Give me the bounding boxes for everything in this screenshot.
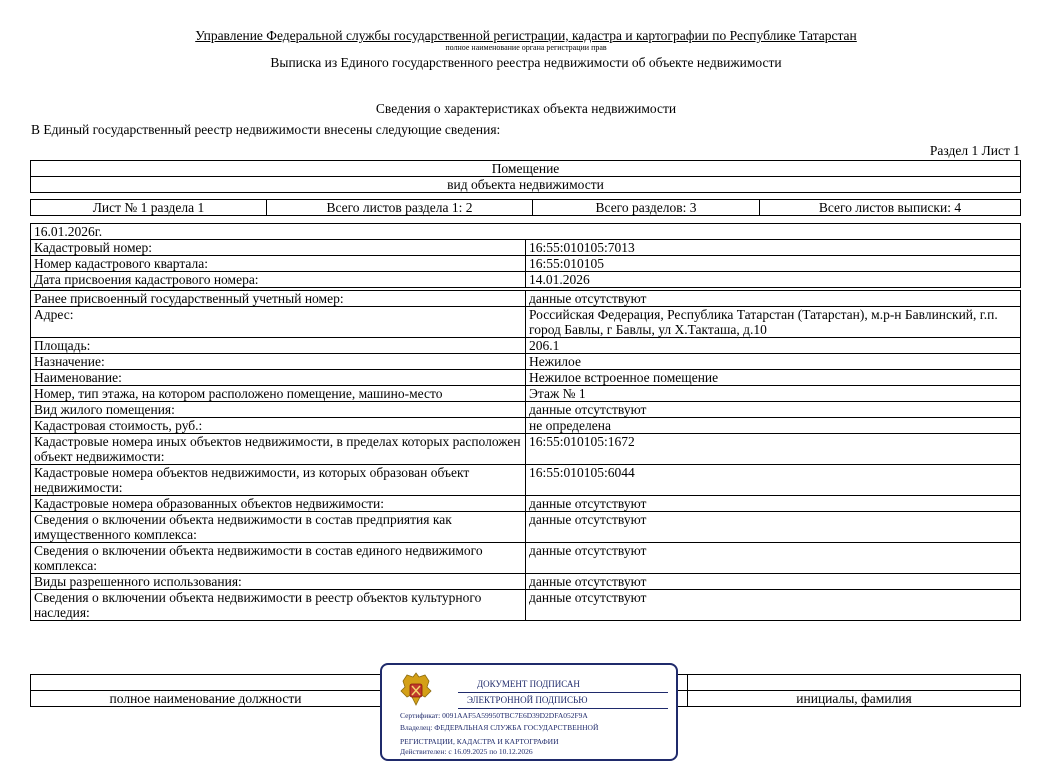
sheet-number: Лист № 1 раздела 1	[31, 200, 267, 216]
sheets-in-section: Всего листов раздела 1: 2	[267, 200, 533, 216]
total-sheets: Всего листов выписки: 4	[760, 200, 1021, 216]
object-type-value: Помещение	[31, 161, 1021, 177]
table-row	[31, 370, 1021, 386]
field-value: данные отсутствуют	[526, 402, 1021, 418]
stamp-title-line1: ДОКУМЕНТ ПОДПИСАН	[477, 679, 580, 689]
field-value: данные отсутствуют	[526, 574, 1021, 590]
total-sections: Всего разделов: 3	[533, 200, 760, 216]
table-row	[31, 307, 1021, 338]
field-value: 16:55:010105	[526, 256, 1021, 272]
field-value: Нежилое	[526, 354, 1021, 370]
field-label: Ранее присвоенный государственный учетный номер:	[31, 291, 526, 307]
field-value: данные отсутствуют	[526, 291, 1021, 307]
field-label: Кадастровые номера объектов недвижимости, из которых образован объект недвижимости:	[31, 465, 526, 496]
field-label: Сведения о включении объекта недвижимости в состав предприятия как имущественного комплекса:	[31, 512, 526, 543]
field-value: данные отсутствуют	[526, 512, 1021, 543]
intro-text: В Единый государственный реестр недвижимости внесены следующие сведения:	[31, 122, 501, 137]
stamp-validity: Действителен: с 16.09.2025 по 10.12.2026	[400, 747, 533, 756]
table-row	[31, 402, 1021, 418]
stamp-owner: Владелец: ФЕДЕРАЛЬНАЯ СЛУЖБА ГОСУДАРСТВЕННОЙ	[400, 723, 599, 732]
table-row	[31, 543, 1021, 574]
field-label: Дата присвоения кадастрового номера:	[31, 272, 526, 288]
table-row	[31, 574, 1021, 590]
electronic-signature-stamp	[380, 663, 678, 761]
stamp-title-line2: ЭЛЕКТРОННОЙ ПОДПИСЬЮ	[467, 695, 588, 705]
properties-table	[30, 223, 1021, 621]
field-label: Кадастровые номера иных объектов недвижимости, в пределах которых расположен объект недвижимости:	[31, 434, 526, 465]
table-row	[31, 272, 1021, 288]
field-value: 206.1	[526, 338, 1021, 354]
field-label: Наименование:	[31, 370, 526, 386]
field-value: Нежилое встроенное помещение	[526, 370, 1021, 386]
field-value: 16:55:010105:6044	[526, 465, 1021, 496]
table-row	[31, 434, 1021, 465]
field-value: 16:55:010105:7013	[526, 240, 1021, 256]
field-label: Номер кадастрового квартала:	[31, 256, 526, 272]
name-caption: инициалы, фамилия	[688, 691, 1021, 707]
field-value: Этаж № 1	[526, 386, 1021, 402]
table-row	[31, 291, 1021, 307]
stamp-owner-line2: РЕГИСТРАЦИИ, КАДАСТРА И КАРТОГРАФИИ	[400, 737, 559, 746]
table-row	[31, 240, 1021, 256]
field-label: Адрес:	[31, 307, 526, 338]
field-label: Кадастровые номера образованных объектов недвижимости:	[31, 496, 526, 512]
section-title: Сведения о характеристиках объекта недвижимости	[375, 101, 677, 116]
sheets-table	[30, 199, 1021, 216]
table-row	[31, 354, 1021, 370]
field-value: не определена	[526, 418, 1021, 434]
table-row	[31, 338, 1021, 354]
document-title: Выписка из Единого государственного реестра недвижимости об объекте недвижимости	[270, 55, 782, 70]
field-label: Назначение:	[31, 354, 526, 370]
field-value: данные отсутствуют	[526, 543, 1021, 574]
field-value: 16:55:010105:1672	[526, 434, 1021, 465]
table-row	[31, 512, 1021, 543]
table-row	[31, 590, 1021, 621]
field-value: данные отсутствуют	[526, 496, 1021, 512]
organization-caption: полное наименование органа регистрации прав	[445, 43, 607, 52]
table-row	[31, 465, 1021, 496]
field-label: Кадастровая стоимость, руб.:	[31, 418, 526, 434]
eagle-emblem-icon	[399, 671, 433, 707]
organization-name: Управление Федеральной службы государственной регистрации, кадастра и картографии по Республике Татарстан	[195, 28, 857, 43]
field-label: Кадастровый номер:	[31, 240, 526, 256]
table-row	[31, 496, 1021, 512]
table-row	[31, 386, 1021, 402]
field-label: Площадь:	[31, 338, 526, 354]
stamp-certificate: Сертификат: 0091AAF5A59950TBC7E6D39D2DFA052F9A	[400, 711, 588, 720]
sheet-reference: Раздел 1 Лист 1	[929, 143, 1020, 158]
table-row	[31, 256, 1021, 272]
field-label: Номер, тип этажа, на котором расположено помещение, машино-место	[31, 386, 526, 402]
field-label: Вид жилого помещения:	[31, 402, 526, 418]
field-value: данные отсутствуют	[526, 590, 1021, 621]
field-value: Российская Федерация, Республика Татарстан (Татарстан), м.р-н Бавлинский, г.п. город Бавлы, г Бавлы, ул Х.Такташа, д.10	[526, 307, 1021, 338]
object-type-caption: вид объекта недвижимости	[31, 177, 1021, 193]
field-label: Сведения о включении объекта недвижимости в реестр объектов культурного наследия:	[31, 590, 526, 621]
extract-date: 16.01.2026г.	[31, 224, 1021, 240]
field-label: Виды разрешенного использования:	[31, 574, 526, 590]
field-value: 14.01.2026	[526, 272, 1021, 288]
table-row	[31, 418, 1021, 434]
field-label: Сведения о включении объекта недвижимости в состав единого недвижимого комплекса:	[31, 543, 526, 574]
object-type-table	[30, 160, 1021, 193]
position-caption: полное наименование должности	[31, 691, 381, 707]
